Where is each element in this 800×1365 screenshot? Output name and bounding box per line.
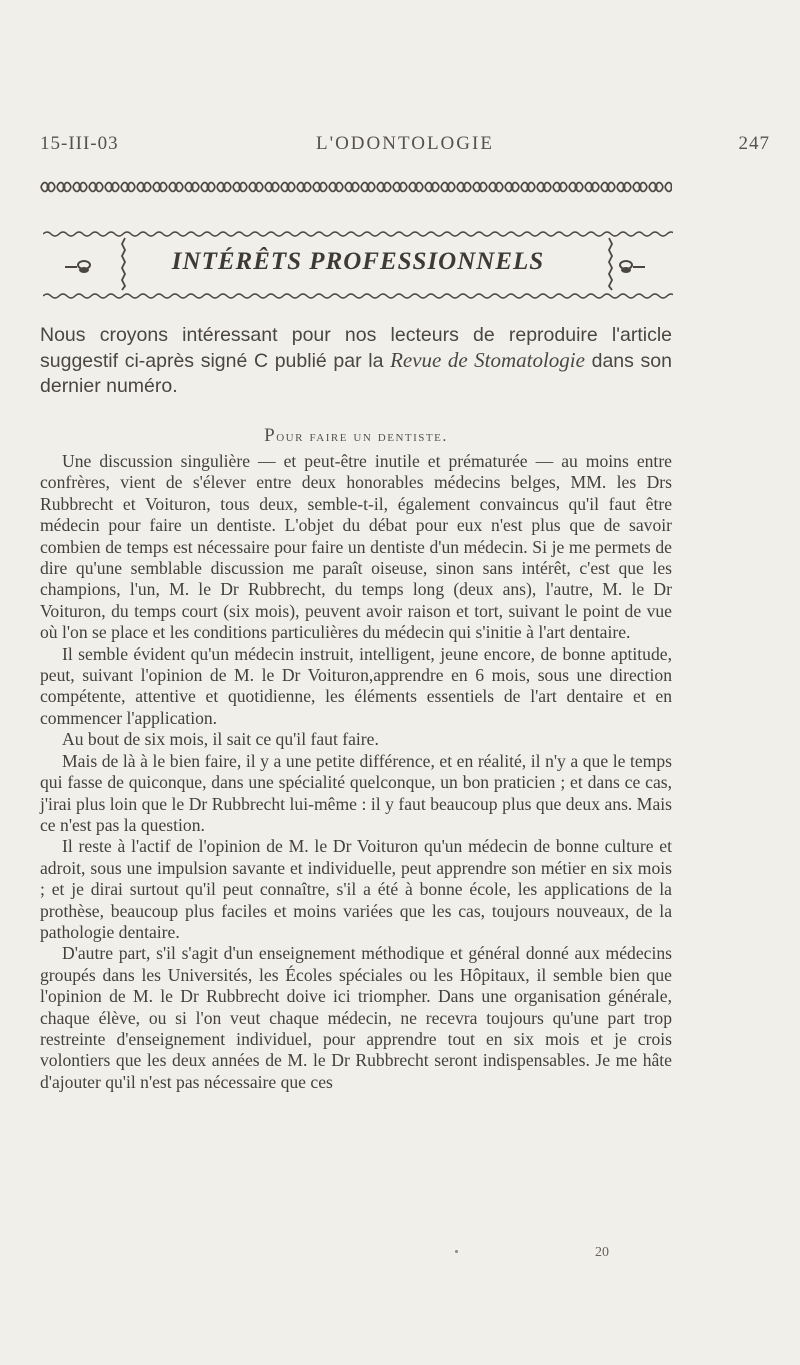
article-paragraph: Il semble évident qu'un médecin instruit, intelligent, jeune encore, de bonne aptitude, peut, suivant l'opinion de M. le Dr Voituron,apprendre en 6 mois, sous une direction compétente, attentive et quotidienne, les éléments essentiels de l'art dentaire et en commencer l'application. xyxy=(40,643,672,728)
running-header xyxy=(40,133,770,163)
article-paragraph: Mais de là à le bien faire, il y a une petite différence, et en réalité, il n'y a que le temps qui fasse de quiconque, dans une spécialité quelconque, un bon praticien ; et dans ce cas, j'irai plus loin que le Dr Rubbrecht lui-même : il y faut beaucoup plus que deux ans. Mais ce n'est pas la question. xyxy=(40,750,672,835)
article-title-rest: our faire un dentiste. xyxy=(276,428,448,445)
article-paragraph: Il reste à l'actif de l'opinion de M. le Dr Voituron qu'un médecin de bonne culture et adroit, sous une impulsion savante et individuelle, peut apprendre son métier en six mois ; et je dirai surtout qu'il peut connaître, s'il a été à bonne école, les applications de la prothèse, beaucoup plus faciles et moins variées que les cas, toujours nouveaux, de la pathologie dentaire. xyxy=(40,836,672,942)
intro-text-start: Nous croyons intéressant pour nos lecteurs de reproduire l'article suggestif ci-après signé C publié par la xyxy=(40,324,672,372)
journal-reference: Revue de Stomatologie xyxy=(390,348,585,372)
section-banner xyxy=(43,226,673,302)
signature-mark: 20 xyxy=(595,1245,609,1260)
article-paragraph: D'autre part, s'il s'agit d'un enseignement méthodique et général donné aux médecins groupés dans les Universités, les Écoles spéciales ou les Hôpitaux, il semble bien que l'opinion de M. le Dr Rubbrecht doive ici triompher. Dans une organisation générale, chaque élève, ou si l'on veut chaque médecin, ne recevra toujours qu'une part trop restreinte d'enseignement individuel, pour apprendre tout en six mois et je crois volontiers que les deux années de M. le Dr Rubbrecht seront indispensables. Je me hâte d'ajouter qu'il n'est pas nécessaire que ces xyxy=(40,943,672,1092)
decorative-band xyxy=(40,180,672,194)
issue-date: 15-III-03 xyxy=(40,133,119,154)
article-title-initial: P xyxy=(264,425,277,446)
intro-text-end: dans son dernier numéro. xyxy=(40,350,672,397)
article-paragraph: Au bout de six mois, il sait ce qu'il faut faire. xyxy=(62,729,379,750)
journal-name: L'ODONTOLOGIE xyxy=(316,133,494,154)
article-title xyxy=(40,425,672,447)
page-body xyxy=(40,323,672,1093)
section-title: INTÉRÊTS PROFESSIONNELS xyxy=(171,248,545,275)
article-paragraph: Une discussion singulière — et peut-être inutile et prématurée — au moins entre confrères, vient de s'élever entre deux honorables médecins belges, MM. les Drs Rubbrecht et Voituron, tous deux, semble-t-il, également convaincus qu'il faut être médecin pour faire un dentiste. L'objet du débat pour eux n'est plus que de savoir combien de temps est nécessaire pour faire un dentiste d'un médecin. Si je me permets de dire qu'une semblable discussion me paraît oiseuse, sinon sans intérêt, c'est que les champions, l'un, M. le Dr Rubbrecht, du temps long (deux ans), l'autre, M. le Dr Voituron, du temps court (six mois), peuvent avoir raison et tort, suivant le point de vue où l'on se place et les conditions particulières du médecin qui s'initie à l'art dentaire. xyxy=(40,451,672,643)
print-speck xyxy=(455,1250,458,1253)
page-number: 247 xyxy=(738,133,770,154)
intro-paragraph xyxy=(40,323,672,399)
